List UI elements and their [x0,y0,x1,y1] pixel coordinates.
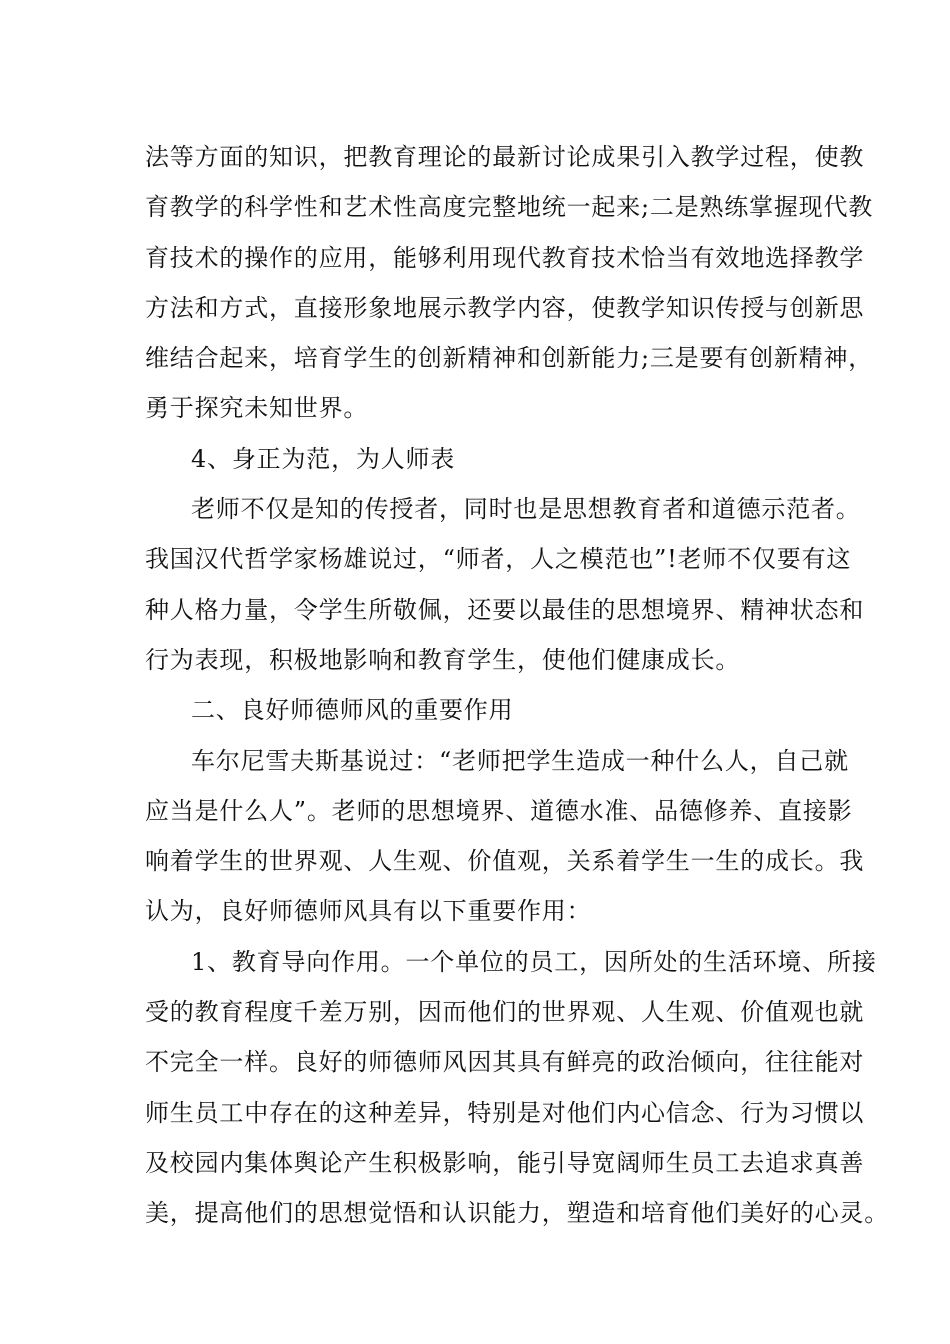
text-line-12: 二、良好师德师风的重要作用 [191,696,514,725]
text-line-21: 及校园内集体舆论产生积极影响，能引导宽阔师生员工去追求真善 [145,1148,865,1177]
text-line-22: 美，提高他们的思想觉悟和认识能力，塑造和培育他们美好的心灵。 [145,1199,889,1228]
text-line-7: 4、身正为范，为人师表 [191,444,456,473]
text-line-8: 老师不仅是知的传授者，同时也是思想教育者和道德示范者。 [191,495,861,524]
text-line-16: 认为，良好师德师风具有以下重要作用： [145,897,592,926]
text-line-6: 勇于探究未知世界。 [145,394,369,423]
text-line-5: 维结合起来，培育学生的创新精神和创新能力;三是要有创新精神， [145,344,874,373]
text-line-3: 育技术的操作的应用，能够利用现代教育技术恰当有效地选择教学 [145,243,865,272]
text-line-17: 1、教育导向作用。一个单位的员工，因所处的生活环境、所接 [191,947,877,976]
text-line-18: 受的教育程度千差万别，因而他们的世界观、人生观、价值观也就 [145,998,865,1027]
text-line-14: 应当是什么人”。老师的思想境界、道德水准、品德修养、直接影 [145,796,853,825]
document-body [145,132,889,1239]
text-line-10: 种人格力量，令学生所敬佩，还要以最佳的思想境界、精神状态和 [145,595,865,624]
text-line-20: 师生员工中存在的这种差异，特别是对他们内心信念、行为习惯以 [145,1098,865,1127]
text-line-11: 行为表现，积极地影响和教育学生，使他们健康成长。 [145,645,741,674]
text-line-4: 方法和方式，直接形象地展示教学内容，使教学知识传授与创新思 [145,293,865,322]
text-line-9: 我国汉代哲学家杨雄说过，“师者，人之模范也”!老师不仅要有这 [145,545,852,574]
text-line-15: 响着学生的世界观、人生观、价值观，关系着学生一生的成长。我 [145,847,865,876]
text-line-1: 法等方面的知识，把教育理论的最新讨论成果引入教学过程，使教 [145,143,865,171]
text-line-13: 车尔尼雪夫斯基说过：“老师把学生造成一种什么人，自己就 [191,746,849,775]
text-line-19: 不完全一样。良好的师德师风因其具有鲜亮的政治倾向，往往能对 [145,1048,865,1077]
text-line-2: 育教学的科学性和艺术性高度完整地统一起来;二是熟练掌握现代教 [145,193,874,222]
